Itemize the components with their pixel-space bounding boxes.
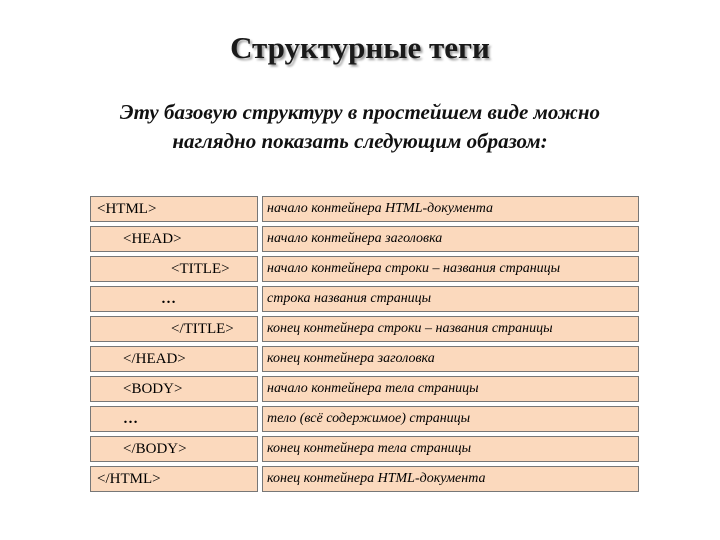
tag-cell: <BODY> [90, 376, 258, 402]
tags-table [90, 195, 639, 495]
page-title: Структурные теги [230, 30, 490, 65]
tag-cell: <TITLE> [90, 256, 258, 282]
table-row [90, 465, 639, 495]
description-cell: конец контейнера тела страницы [262, 436, 639, 462]
tag-cell: </TITLE> [90, 316, 258, 342]
description-cell: тело (всё содержимое) страницы [262, 406, 639, 432]
tag-cell: <HEAD> [90, 226, 258, 252]
tag-cell: <HTML> [90, 196, 258, 222]
table-row [90, 375, 639, 405]
tag-cell: … [90, 286, 258, 312]
tag-cell: </HEAD> [90, 346, 258, 372]
subtitle [40, 98, 680, 156]
subtitle-line-2: наглядно показать следующим образом: [172, 129, 548, 153]
table-row [90, 195, 639, 225]
description-cell: конец контейнера заголовка [262, 346, 639, 372]
description-cell: начало контейнера HTML-документа [262, 196, 639, 222]
description-cell: начало контейнера заголовка [262, 226, 639, 252]
description-cell: конец контейнера HTML-документа [262, 466, 639, 492]
tag-cell: … [90, 406, 258, 432]
table-row [90, 255, 639, 285]
description-cell: строка названия страницы [262, 286, 639, 312]
table-row [90, 315, 639, 345]
description-cell: конец контейнера строки – названия страницы [262, 316, 639, 342]
table-row [90, 285, 639, 315]
subtitle-line-1: Эту базовую структуру в простейшем виде можно [119, 100, 601, 124]
description-cell: начало контейнера тела страницы [262, 376, 639, 402]
description-cell: начало контейнера строки – названия страницы [262, 256, 639, 282]
table-row [90, 435, 639, 465]
table-row [90, 225, 639, 255]
tag-cell: </HTML> [90, 466, 258, 492]
table-row [90, 405, 639, 435]
table-row [90, 345, 639, 375]
tag-cell: </BODY> [90, 436, 258, 462]
